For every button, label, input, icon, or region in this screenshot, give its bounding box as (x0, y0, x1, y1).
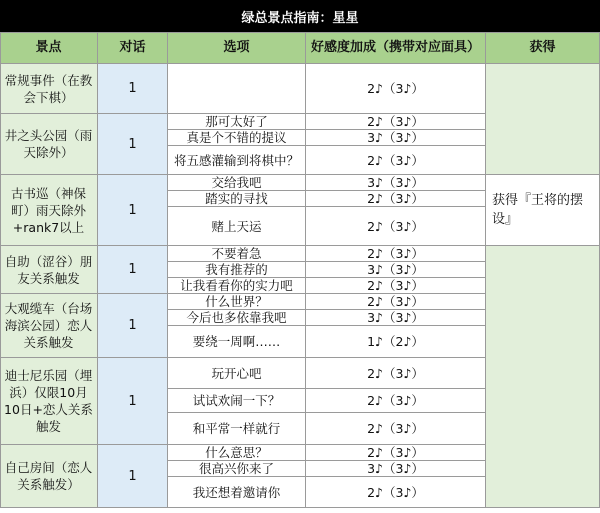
option-cell: 和平常一样就行 (168, 413, 306, 445)
option-cell: 交给我吧 (168, 175, 306, 191)
talk-count-cell: 1 (98, 358, 168, 445)
bonus-cell: 2♪（3♪） (306, 477, 486, 508)
bonus-cell: 2♪（3♪） (306, 445, 486, 461)
talk-count-cell: 1 (98, 294, 168, 358)
page-title: 绿总景点指南：星星 (0, 0, 600, 32)
bonus-cell: 3♪（3♪） (306, 310, 486, 326)
option-cell: 赌上天运 (168, 207, 306, 246)
place-cell: 井之头公园（雨天除外） (0, 114, 98, 175)
option-cell: 试试欢闹一下？ (168, 389, 306, 413)
bonus-cell: 2♪（3♪） (306, 294, 486, 310)
header-option: 选项 (168, 32, 306, 64)
talk-count-cell: 1 (98, 445, 168, 508)
bonus-cell: 2♪（3♪） (306, 114, 486, 130)
bonus-cell: 2♪（3♪） (306, 389, 486, 413)
bonus-cell: 3♪（3♪） (306, 262, 486, 278)
option-cell: 玩开心吧 (168, 358, 306, 389)
option-cell: 要绕一周啊…… (168, 326, 306, 358)
bonus-cell: 2♪（3♪） (306, 413, 486, 445)
option-cell: 踏实的寻找 (168, 191, 306, 207)
bonus-cell: 2♪（3♪） (306, 358, 486, 389)
option-cell (168, 64, 306, 114)
option-cell: 我还想着邀请你 (168, 477, 306, 508)
bonus-cell: 3♪（3♪） (306, 130, 486, 146)
bonus-cell: 2♪（3♪） (306, 246, 486, 262)
option-cell: 今后也多依靠我吧 (168, 310, 306, 326)
bonus-cell: 2♪（3♪） (306, 191, 486, 207)
place-cell: 常规事件（在教会下棋） (0, 64, 98, 114)
option-cell: 真是个不错的提议 (168, 130, 306, 146)
bonus-cell: 2♪（3♪） (306, 64, 486, 114)
bonus-cell: 1♪（2♪） (306, 326, 486, 358)
place-cell: 自己房间（恋人关系触发） (0, 445, 98, 508)
reward-cell-empty (486, 246, 600, 508)
talk-count-cell: 1 (98, 246, 168, 294)
bonus-cell: 3♪（3♪） (306, 175, 486, 191)
header-bonus: 好感度加成（携带对应面具） (306, 32, 486, 64)
bonus-cell: 2♪（3♪） (306, 146, 486, 175)
reward-cell-empty (486, 64, 600, 175)
option-cell: 将五感灌输到将棋中？ (168, 146, 306, 175)
place-cell: 自助（涩谷）朋友关系触发 (0, 246, 98, 294)
option-cell: 那可太好了 (168, 114, 306, 130)
bonus-cell: 2♪（3♪） (306, 207, 486, 246)
option-cell: 什么世界？ (168, 294, 306, 310)
header-talk: 对话 (98, 32, 168, 64)
option-cell: 什么意思？ (168, 445, 306, 461)
talk-count-cell: 1 (98, 64, 168, 114)
option-cell: 很高兴你来了 (168, 461, 306, 477)
bonus-cell: 2♪（3♪） (306, 278, 486, 294)
header-place: 景点 (0, 32, 98, 64)
option-cell: 我有推荐的 (168, 262, 306, 278)
bonus-cell: 3♪（3♪） (306, 461, 486, 477)
place-cell: 古书巡（神保町）雨天除外+rank7以上 (0, 175, 98, 246)
option-cell: 让我看看你的实力吧 (168, 278, 306, 294)
place-cell: 迪士尼乐园（埋浜）仅限10月10日+恋人关系触发 (0, 358, 98, 445)
reward-cell: 获得『王将的摆设』 (486, 175, 600, 246)
header-reward: 获得 (486, 32, 600, 64)
talk-count-cell: 1 (98, 114, 168, 175)
place-cell: 大观缆车（台场海滨公园）恋人关系触发 (0, 294, 98, 358)
option-cell: 不要着急 (168, 246, 306, 262)
talk-count-cell: 1 (98, 175, 168, 246)
